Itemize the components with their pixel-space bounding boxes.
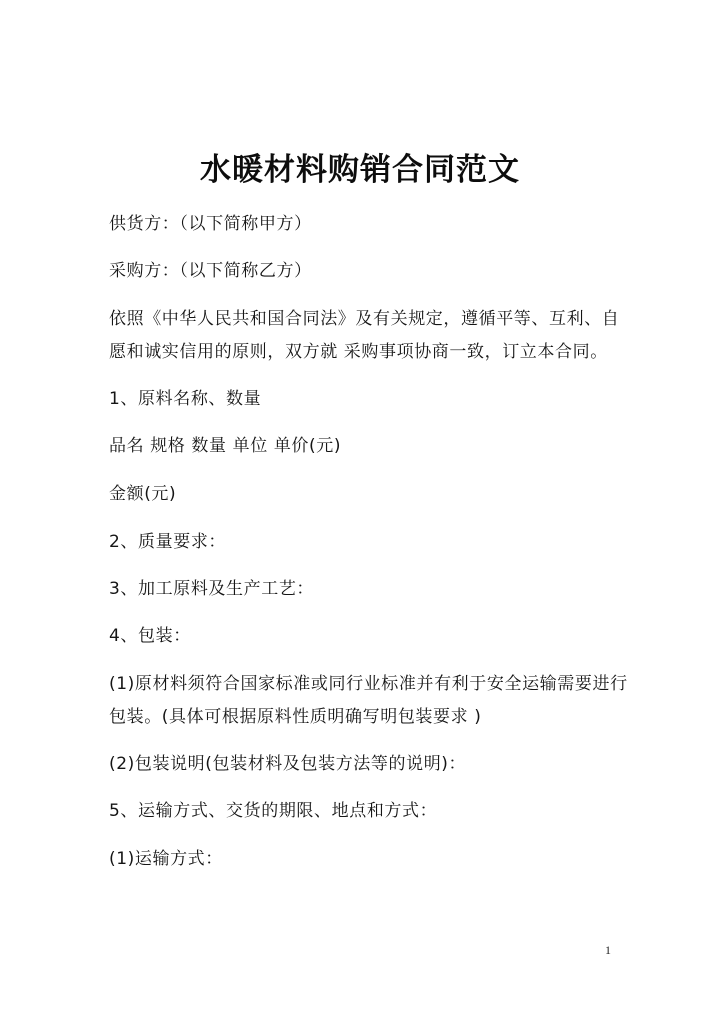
purchaser-line: 采购方：（以下简称乙方） bbox=[109, 261, 312, 281]
section-5-heading: 5、运输方式、交货的期限、地点和方式： bbox=[109, 801, 438, 821]
page-number: 1 bbox=[605, 943, 611, 957]
amount-line: 金额(元) bbox=[109, 484, 177, 504]
transport-clause-1: (1)运输方式： bbox=[109, 849, 223, 869]
section-3-heading: 3、加工原料及生产工艺： bbox=[109, 579, 315, 599]
section-1-heading: 1、原料名称、数量 bbox=[109, 389, 262, 409]
preamble-line-1: 依照《中华人民共和国合同法》及有关规定，遵循平等、互利、自 bbox=[109, 309, 620, 329]
section-2-heading: 2、质量要求： bbox=[109, 532, 227, 552]
packaging-clause-1-line-2: 包装。(具体可根据原料性质明确写明包装要求 ) bbox=[109, 707, 482, 727]
supplier-line: 供货方：（以下简称甲方） bbox=[109, 214, 312, 234]
preamble-line-2: 愿和诚实信用的原则，双方就 采购事项协商一致，订立本合同。 bbox=[109, 342, 608, 362]
document-title: 水暖材料购销合同范文 bbox=[200, 152, 520, 188]
packaging-clause-2: (2)包装说明(包装材料及包装方法等的说明)： bbox=[109, 754, 467, 774]
packaging-clause-1-line-1: (1)原材料须符合国家标准或同行业标准并有利于安全运输需要进行 bbox=[109, 674, 628, 694]
section-4-heading: 4、包装： bbox=[109, 626, 191, 646]
table-header-line: 品名 规格 数量 单位 单价(元) bbox=[109, 436, 342, 456]
